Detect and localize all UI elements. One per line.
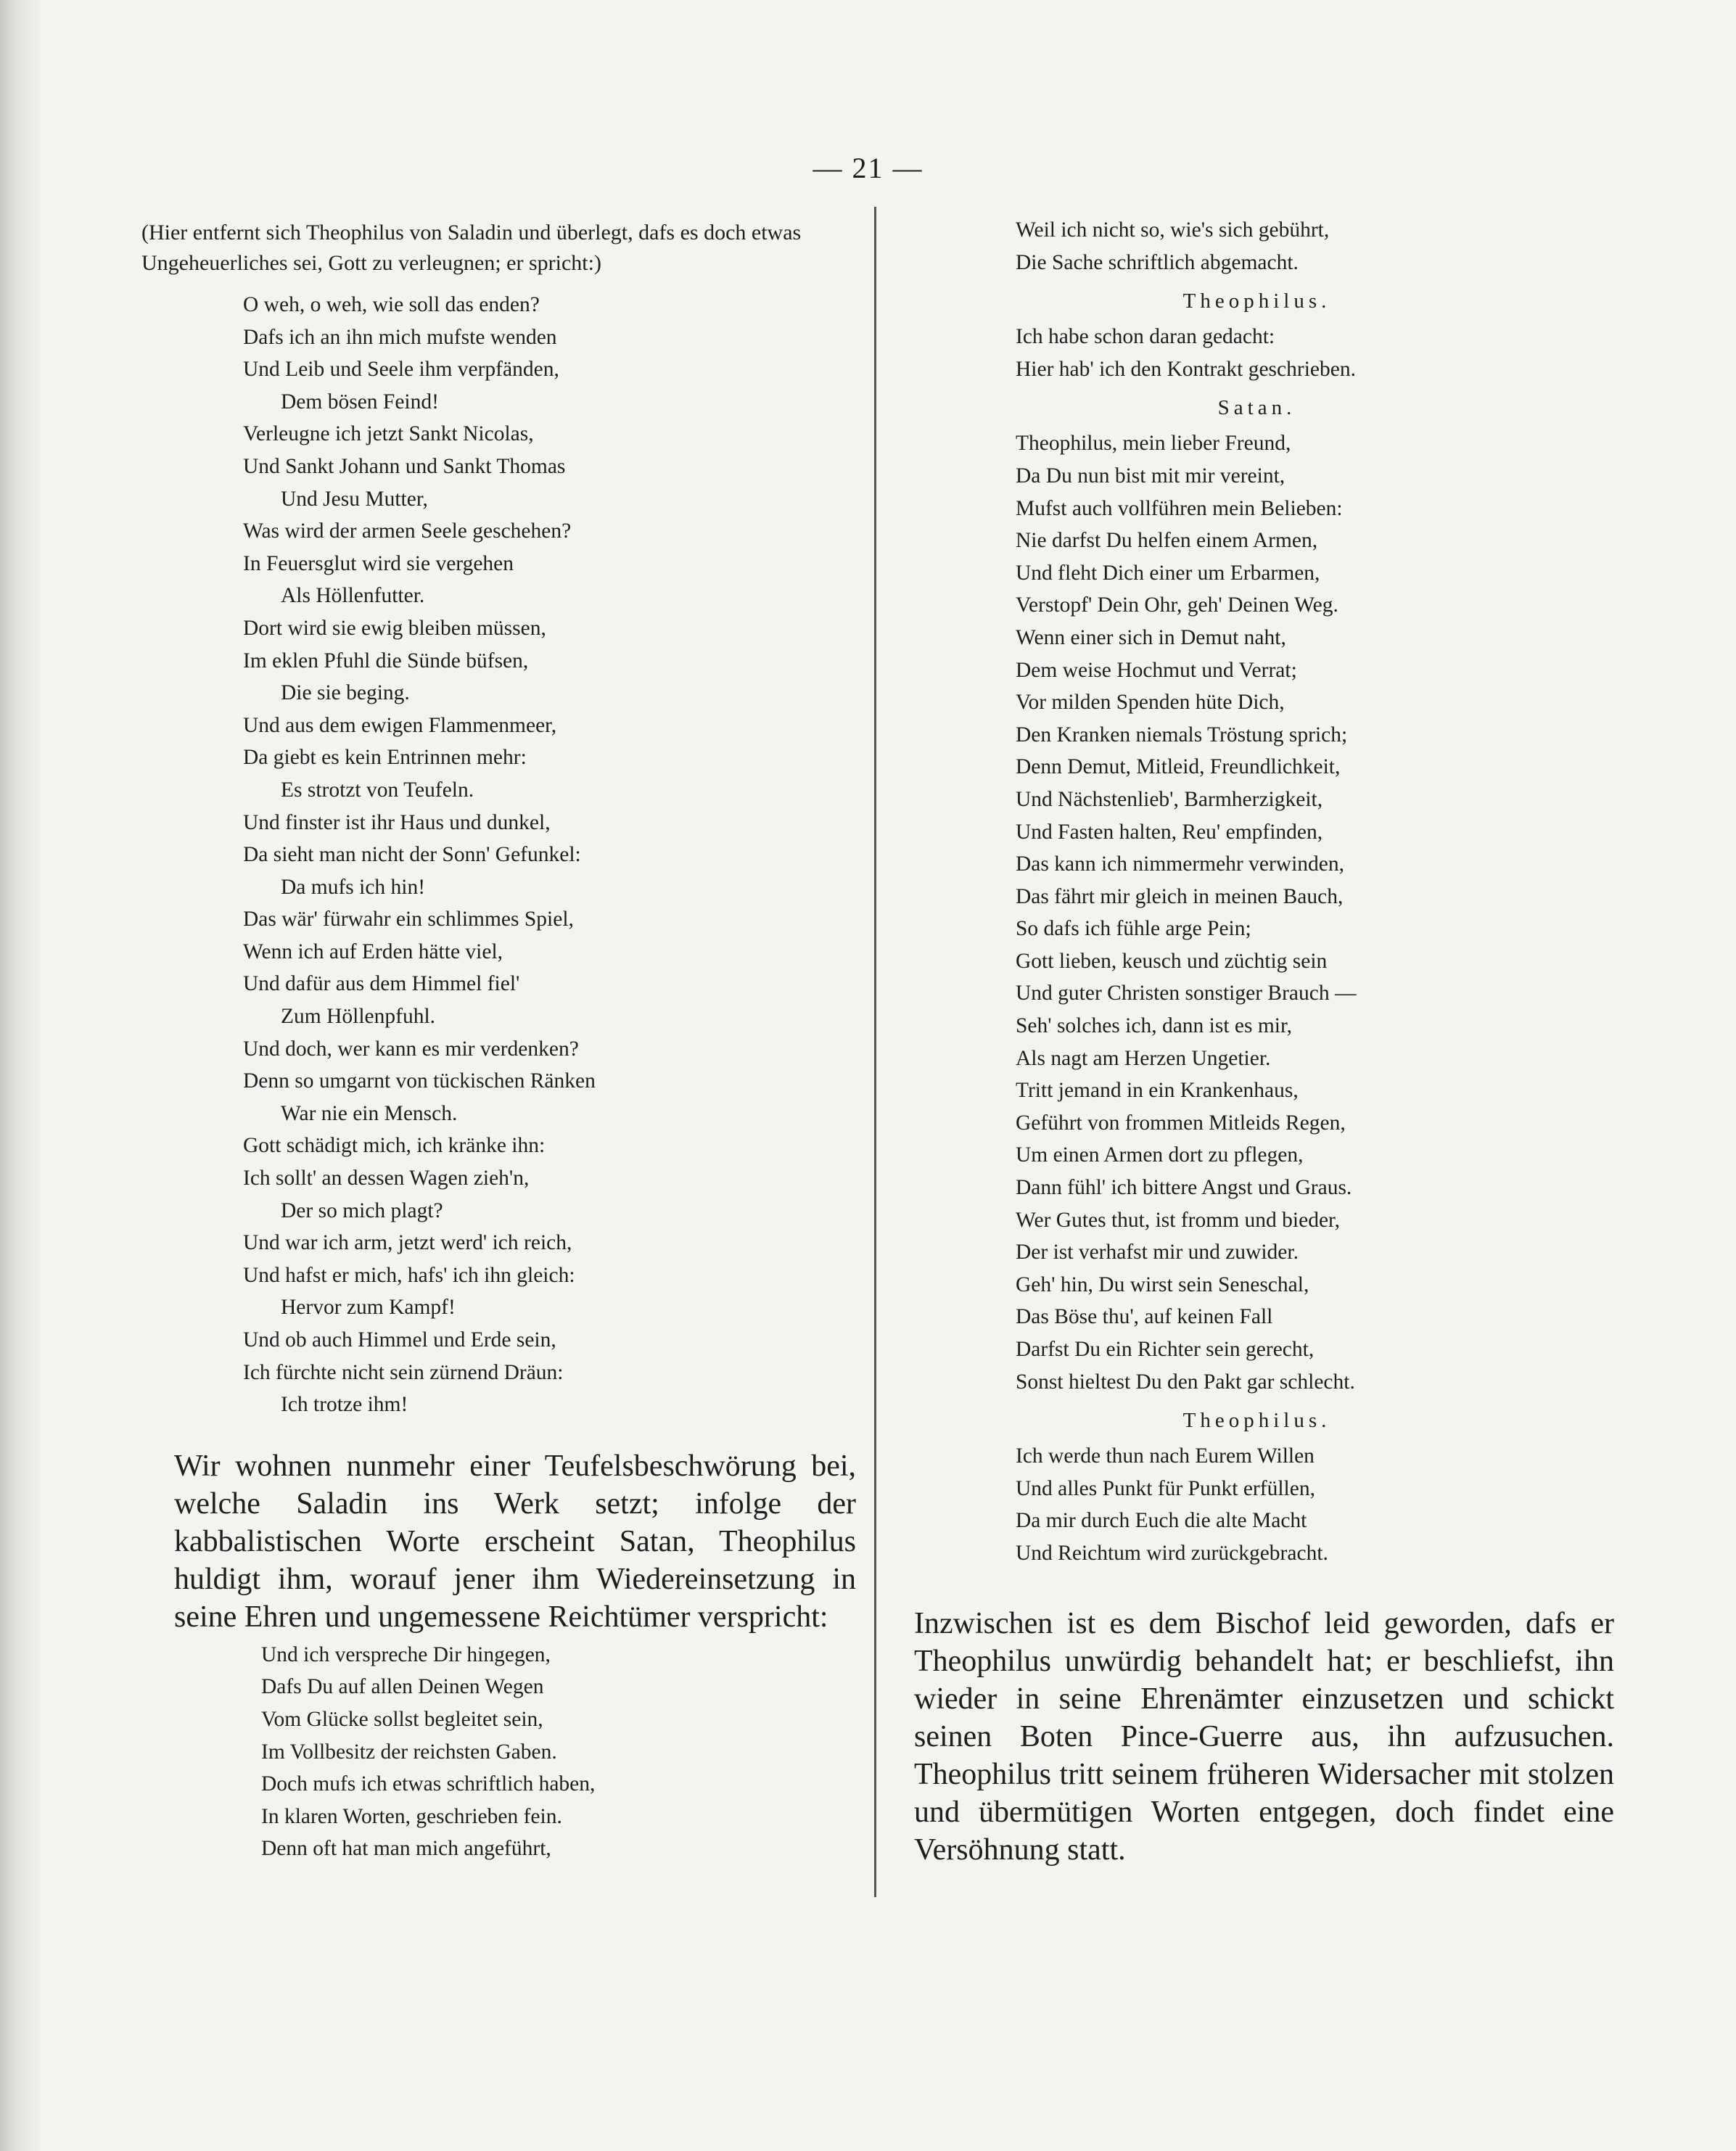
verse-line: Im Vollbesitz der reichsten Gaben. — [261, 1740, 557, 1764]
verse-line: In klaren Worten, geschrieben fein. — [261, 1804, 562, 1828]
verse-line: O weh, o weh, wie soll das enden? — [243, 293, 540, 316]
verse-line: Verstopf' Dein Ohr, geh' Deinen Weg. — [1016, 593, 1338, 617]
verse-line: Nie darfst Du helfen einem Armen, — [1016, 529, 1318, 553]
verse-line: Seh' solches ich, dann ist es mir, — [1016, 1014, 1293, 1038]
verse-line: Weil ich nicht so, wie's sich gebührt, — [1016, 218, 1330, 242]
verse-line: Sonst hieltest Du den Pakt gar schlecht. — [1016, 1370, 1355, 1394]
verse-line: Den Kranken niemals Tröstung sprich; — [1016, 723, 1348, 747]
speaker-name-theophilus-2: Theophilus. — [1182, 1409, 1331, 1433]
left-column — [141, 218, 856, 1865]
verse-line: Vor milden Spenden hüte Dich, — [1016, 691, 1285, 715]
verse-line: Verleugne ich jetzt Sankt Nicolas, — [243, 422, 534, 446]
verse-line: Denn so umgarnt von tückischen Ränken — [243, 1069, 596, 1093]
verse-line: Ich sollt' an dessen Wagen zieh'n, — [243, 1167, 530, 1190]
verse-line: Dann fühl' ich bittere Angst und Graus. — [1016, 1176, 1352, 1200]
verse-line: Da Du nun bist mit mir vereint, — [1016, 464, 1285, 488]
verse-line: Das Böse thu', auf keinen Fall — [1016, 1305, 1273, 1329]
verse-line: Es strotzt von Teufeln. — [281, 778, 474, 802]
verse-line: Mufst auch vollführen mein Belieben: — [1016, 496, 1343, 520]
verse-line: Hier hab' ich den Kontrakt geschrieben. — [1016, 357, 1356, 381]
verse-line: Dem weise Hochmut und Verrat; — [1016, 658, 1297, 682]
verse-line: Hervor zum Kampf! — [281, 1296, 456, 1320]
verse-line: Und ich verspreche Dir hingegen, — [261, 1642, 551, 1666]
verse-line: Wenn einer sich in Demut naht, — [1016, 625, 1286, 649]
verse-line: Dort wird sie ewig bleiben müssen, — [243, 616, 546, 640]
verse-line: Das kann ich nimmermehr verwinden, — [1016, 852, 1345, 876]
verse-line: Und dafür aus dem Himmel fiel' — [243, 972, 520, 996]
stage-direction: (Hier entfernt sich Theophilus von Saladin und überlegt, dafs es doch etwas Ungeheuerliches sei, Gott zu verleugnen; er spricht:) — [141, 221, 802, 275]
verse-line: Und aus dem ewigen Flammenmeer, — [243, 713, 557, 737]
speaker-name-theophilus: Theophilus. — [1182, 289, 1331, 313]
verse-line: Ich fürchte nicht sein zürnend Dräun: — [243, 1360, 564, 1384]
verse-line: In Feuersglut wird sie vergehen — [243, 551, 514, 575]
verse-line: Das wär' fürwahr ein schlimmes Spiel, — [243, 908, 574, 931]
right-column — [900, 214, 1614, 1872]
verse-line: Wer Gutes thut, ist fromm und bieder, — [1016, 1208, 1341, 1232]
verse-line: Und alles Punkt für Punkt erfüllen, — [1016, 1476, 1315, 1500]
verse-line: Denn oft hat man mich angeführt, — [261, 1837, 551, 1861]
verse-line: Da sieht man nicht der Sonn' Gefunkel: — [243, 843, 581, 867]
verse-line: Und Nächstenlieb', Barmherzigkeit, — [1016, 787, 1323, 811]
verse-line: Als Höllenfutter. — [281, 584, 425, 608]
verse-line: Und ob auch Himmel und Erde sein, — [243, 1328, 556, 1352]
verse-line: Der ist verhafst mir und zuwider. — [1016, 1241, 1299, 1264]
column-divider — [874, 207, 876, 1897]
verse-line: Gott lieben, keusch und züchtig sein — [1016, 949, 1328, 973]
verse-block-satan-speech — [1016, 427, 1614, 1398]
verse-line: Und Jesu Mutter, — [281, 487, 428, 511]
speaker-name-satan: Satan. — [1217, 396, 1296, 420]
verse-line: Und doch, wer kann es mir verdenken? — [243, 1037, 579, 1061]
verse-line: Die sie beging. — [281, 681, 410, 705]
page-edge-shadow — [0, 0, 44, 2151]
page-number: — 21 — — [813, 152, 923, 184]
verse-line: Darfst Du ein Richter sein gerecht, — [1016, 1338, 1315, 1361]
verse-line: Da mir durch Euch die alte Macht — [1016, 1509, 1307, 1533]
verse-line: Denn Demut, Mitleid, Freundlichkeit, — [1016, 755, 1341, 779]
verse-line: Doch mufs ich etwas schriftlich haben, — [261, 1772, 596, 1796]
verse-line: Um einen Armen dort zu pflegen, — [1016, 1143, 1304, 1167]
verse-line: Vom Glücke sollst begleitet sein, — [261, 1707, 543, 1731]
verse-line: Da mufs ich hin! — [281, 875, 426, 899]
verse-line: Geführt von frommen Mitleids Regen, — [1016, 1111, 1346, 1135]
verse-block-satan-cont — [1016, 214, 1614, 279]
verse-line: Theophilus, mein lieber Freund, — [1016, 432, 1291, 456]
verse-line: Die Sache schriftlich abgemacht. — [1016, 250, 1299, 274]
verse-line: Und fleht Dich einer um Erbarmen, — [1016, 561, 1320, 585]
verse-line: Ich habe schon daran gedacht: — [1016, 325, 1275, 349]
verse-line: Im eklen Pfuhl die Sünde büfsen, — [243, 649, 529, 673]
verse-line: Zum Höllenpfuhl. — [281, 1005, 436, 1029]
verse-line: Dem bösen Feind! — [281, 390, 439, 414]
verse-line: Und finster ist ihr Haus und dunkel, — [243, 810, 551, 834]
verse-block-satan-promise — [261, 1639, 856, 1865]
verse-line: Gott schädigt mich, ich kränke ihn: — [243, 1134, 546, 1158]
verse-block-theophilus-2 — [1016, 1440, 1614, 1569]
verse-line: Und Sankt Johann und Sankt Thomas — [243, 454, 566, 478]
verse-line: Dafs Du auf allen Deinen Wegen — [261, 1675, 544, 1699]
prose-paragraph-bishop: Inzwischen ist es dem Bischof leid geworden, dafs er Theophilus unwürdig behandelt hat; er beschliefst, ihn wieder in seine Ehrenämter einzusetzen und schickt seinen Boten Pince-Guerre aus, ihn aufzusuchen. Theophilus tritt seinem früheren Widersacher mit stolzen und übermütigen Worten entgegen, doch findet eine Versöhnung statt. — [914, 1606, 1614, 1867]
verse-line: Das fährt mir gleich in meinen Bauch, — [1016, 884, 1344, 908]
verse-line: Ich werde thun nach Eurem Willen — [1016, 1444, 1315, 1468]
verse-line: Als nagt am Herzen Ungetier. — [1016, 1046, 1271, 1070]
verse-block-theophilus-1 — [1016, 321, 1614, 385]
verse-line: Tritt jemand in ein Krankenhaus, — [1016, 1079, 1299, 1103]
verse-line: Wenn ich auf Erden hätte viel, — [243, 939, 503, 963]
verse-line: Dafs ich an ihn mich mufste wenden — [243, 325, 557, 349]
verse-line: Der so mich plagt? — [281, 1198, 443, 1222]
verse-line: Und Reichtum wird zurückgebracht. — [1016, 1541, 1328, 1565]
verse-line: Geh' hin, Du wirst sein Seneschal, — [1016, 1272, 1309, 1296]
verse-line: Und war ich arm, jetzt werd' ich reich, — [243, 1231, 572, 1255]
prose-paragraph-conjuration: Wir wohnen nunmehr einer Teufelsbeschwörung bei, welche Saladin ins Werk setzt; infolge der kabbalistischen Worte erscheint Satan, Theophilus huldigt ihm, worauf jener ihm Wiedereinsetzung in seine Ehren und ungemessene Reichtümer verspricht: — [174, 1449, 856, 1634]
verse-line: Und hafst er mich, hafs' ich ihn gleich: — [243, 1263, 575, 1287]
verse-line: Ich trotze ihm! — [281, 1393, 408, 1417]
verse-line: Und Fasten halten, Reu' empfinden, — [1016, 820, 1323, 844]
verse-line: Und Leib und Seele ihm verpfänden, — [243, 358, 559, 382]
verse-line: So dafs ich fühle arge Pein; — [1016, 917, 1251, 941]
verse-block-monologue — [243, 289, 856, 1421]
verse-line: Da giebt es kein Entrinnen mehr: — [243, 746, 527, 770]
verse-line: War nie ein Mensch. — [281, 1101, 458, 1125]
verse-line: Was wird der armen Seele geschehen? — [243, 519, 572, 543]
verse-line: Und guter Christen sonstiger Brauch — — [1016, 982, 1357, 1005]
